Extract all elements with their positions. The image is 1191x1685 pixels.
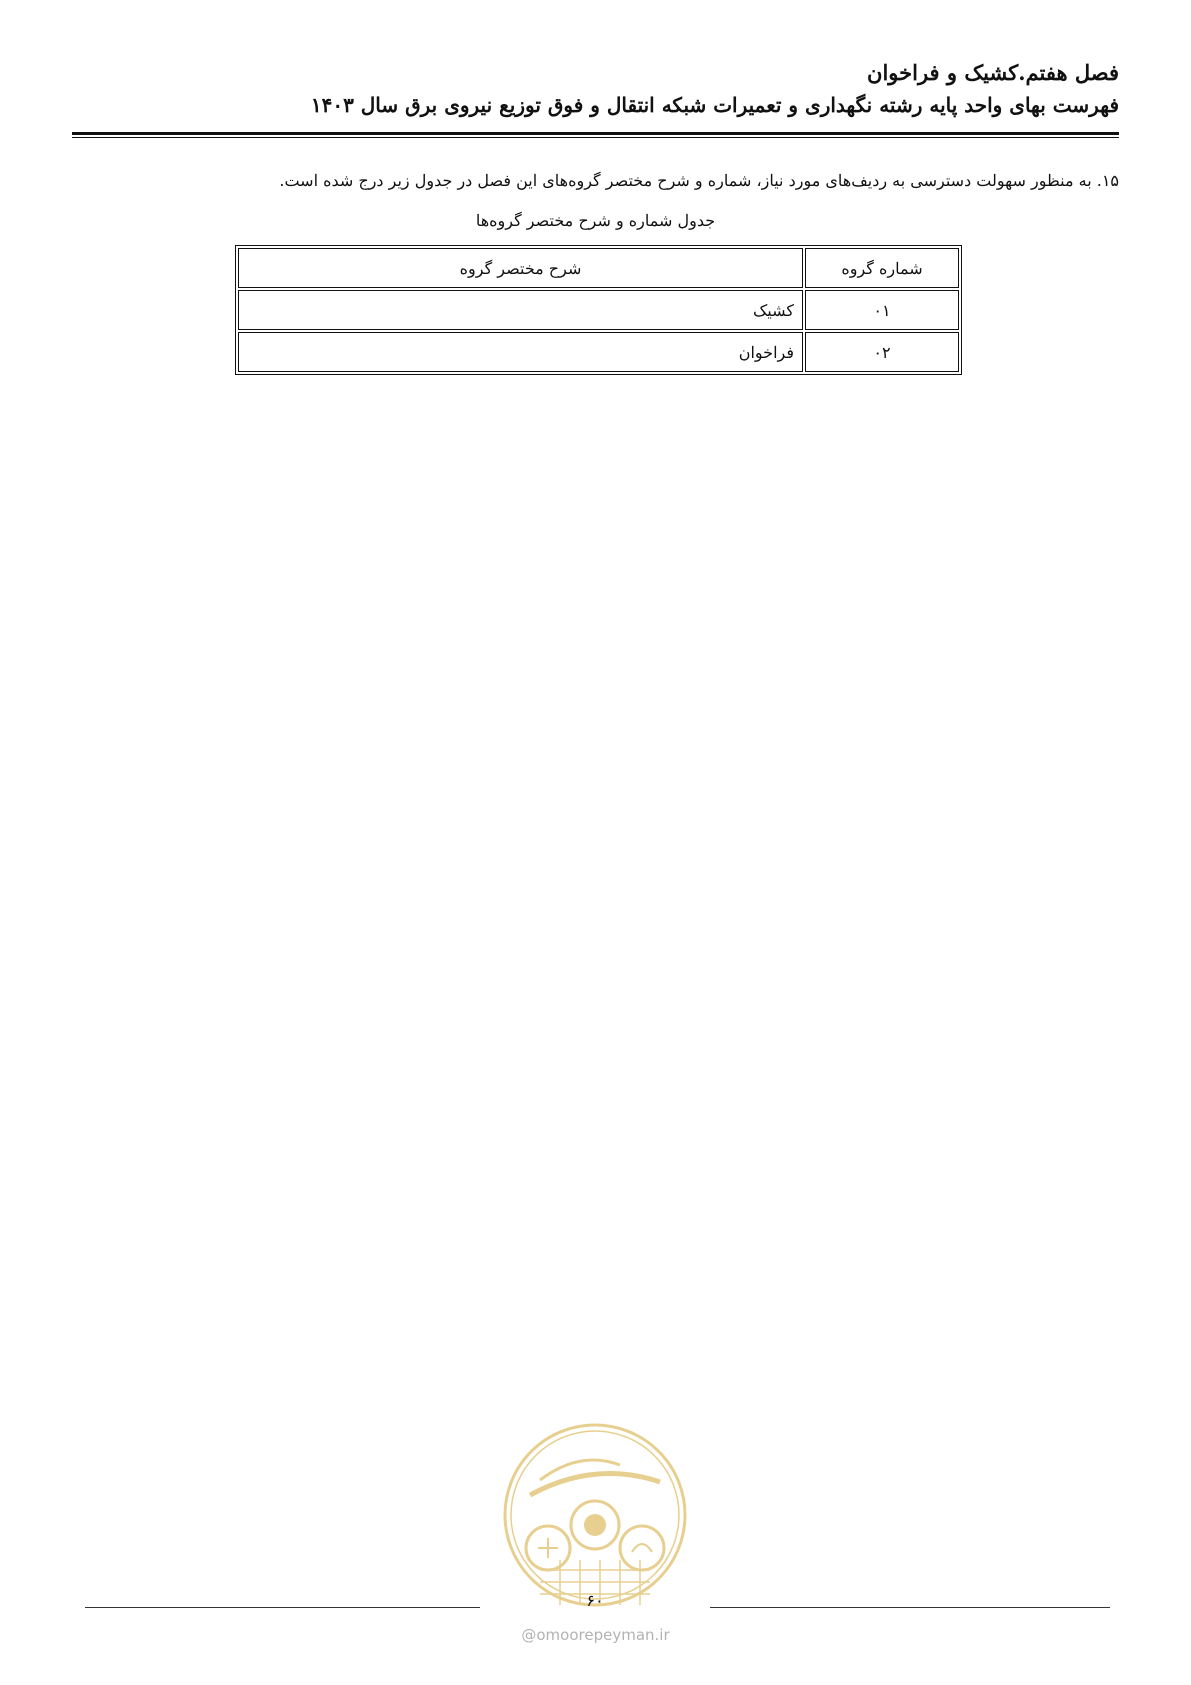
header-group-description: شرح مختصر گروه xyxy=(238,248,803,288)
footer-rule-left xyxy=(85,1607,480,1608)
page-header xyxy=(72,58,1119,120)
group-description-cell: کشیک xyxy=(238,290,803,330)
groups-table xyxy=(235,245,962,375)
table-caption: جدول شماره و شرح مختصر گروه‌ها xyxy=(475,211,716,230)
page-number: ۶۰ xyxy=(586,1591,604,1610)
website-watermark: @omoorepeyman.ir xyxy=(521,1626,670,1644)
footer-rule-right xyxy=(710,1607,1110,1608)
group-number-cell: ۰۱ xyxy=(805,290,959,330)
header-rule-thick xyxy=(72,132,1119,135)
note-paragraph: ۱۵. به منظور سهولت دسترسی به ردیف‌های مورد نیاز، شماره و شرح مختصر گروه‌های این فصل در جدول زیر درج شده است. xyxy=(279,171,1119,190)
header-group-number: شماره گروه xyxy=(805,248,959,288)
table-header-row xyxy=(238,248,959,288)
group-description-cell: فراخوان xyxy=(238,332,803,372)
table-row xyxy=(238,290,959,330)
table-row xyxy=(238,332,959,372)
document-title: فهرست بهای واحد پایه رشته نگهداری و تعمیرات شبکه انتقال و فوق توزیع نیروی برق سال ۱۴۰۳ xyxy=(310,93,1119,117)
stamp-logo-icon xyxy=(500,1420,690,1610)
chapter-title: فصل هفتم.کشیک و فراخوان xyxy=(867,60,1119,85)
header-rule-thin xyxy=(72,137,1119,138)
group-number-cell: ۰۲ xyxy=(805,332,959,372)
